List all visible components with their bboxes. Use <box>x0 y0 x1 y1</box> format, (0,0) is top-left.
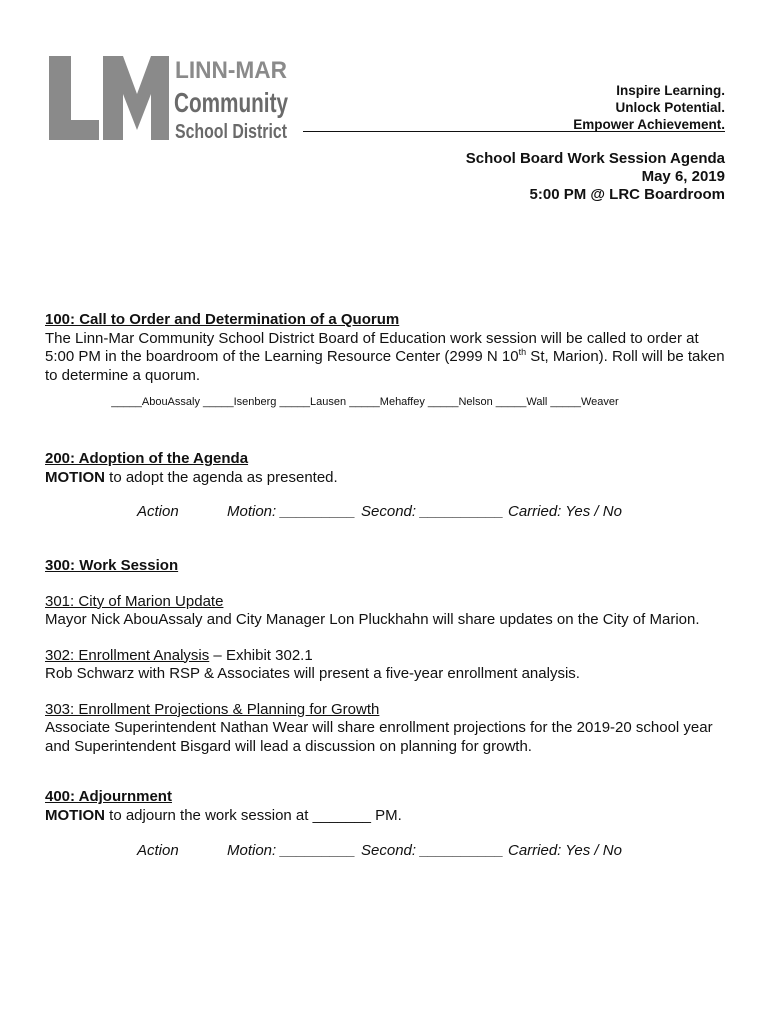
section-300 <box>45 557 725 756</box>
motion-blank: Motion: _________ <box>227 503 356 520</box>
district-logo <box>47 54 297 144</box>
second-blank: Second: __________ <box>361 503 504 520</box>
section-100-body <box>45 330 725 386</box>
section-100 <box>45 311 725 412</box>
section-200 <box>45 450 725 487</box>
section-400-motion <box>45 807 725 826</box>
agenda-time: 5:00 PM @ LRC Boardroom <box>529 186 725 203</box>
section-100-body-b: St, Marion). Roll will be taken to determine a quorum. <box>45 348 725 384</box>
second-blank: Second: __________ <box>361 842 504 859</box>
item-303-body: Associate Superintendent Nathan Wear will share enrollment projections for the 2019-20 school year and Superintendent Bisgard will lead a discussion on planning for growth. <box>45 719 713 755</box>
item-302-title: 302: Enrollment Analysis <box>45 646 210 664</box>
section-100-body-sup: th <box>518 347 527 357</box>
item-303-title: 303: Enrollment Projections & Planning for Growth <box>45 700 380 718</box>
carried-field: Carried: Yes / No <box>508 503 622 520</box>
item-302-exhibit: – Exhibit 302.1 <box>209 646 313 664</box>
section-200-title: 200: Adoption of the Agenda <box>45 450 249 467</box>
logo-line3: School District <box>175 121 288 143</box>
section-300-title: 300: Work Session <box>45 557 179 574</box>
motion-label: MOTION <box>45 806 105 824</box>
section-400 <box>45 788 725 825</box>
roll-call: _____AbouAssaly _____Isenberg _____Lausen _____Mehaffey _____Nelson _____Wall _____Weaver <box>111 396 619 408</box>
item-301-body: Mayor Nick AbouAssaly and City Manager Lon Pluckhahn will share updates on the City of Marion. <box>45 611 700 628</box>
section-400-title: 400: Adjournment <box>45 788 172 805</box>
agenda-title: School Board Work Session Agenda <box>465 150 725 167</box>
agenda-date: May 6, 2019 <box>641 168 725 185</box>
carried-field: Carried: Yes / No <box>508 842 622 859</box>
tagline-line-3: Empower Achievement. <box>573 117 725 132</box>
tagline <box>573 82 725 133</box>
item-302-heading <box>45 647 725 666</box>
motion-text: to adopt the agenda as presented. <box>105 468 338 486</box>
motion-blank: Motion: _________ <box>227 842 356 859</box>
section-100-title: 100: Call to Order and Determination of a Quorum <box>45 311 400 328</box>
motion-text: to adjourn the work session at _______ PM. <box>105 806 402 824</box>
agenda-heading <box>466 150 725 204</box>
logo-line1: LINN-MAR <box>175 57 287 84</box>
section-100-body-a: The Linn-Mar Community School District Board of Education work session will be called to order at 5:00 PM in the boardroom of the Learning Resource Center (2999 N 10 <box>45 329 699 365</box>
section-200-motion <box>45 469 725 488</box>
tagline-line-2: Unlock Potential. <box>615 100 725 115</box>
logo-line2: Community <box>174 87 289 118</box>
tagline-line-1: Inspire Learning. <box>616 83 725 98</box>
action-label: Action <box>137 503 179 520</box>
item-302-body: Rob Schwarz with RSP & Associates will present a five-year enrollment analysis. <box>45 665 580 682</box>
motion-label: MOTION <box>45 468 105 486</box>
header-divider <box>303 131 725 132</box>
item-301-title: 301: City of Marion Update <box>45 592 224 610</box>
action-label: Action <box>137 842 179 859</box>
